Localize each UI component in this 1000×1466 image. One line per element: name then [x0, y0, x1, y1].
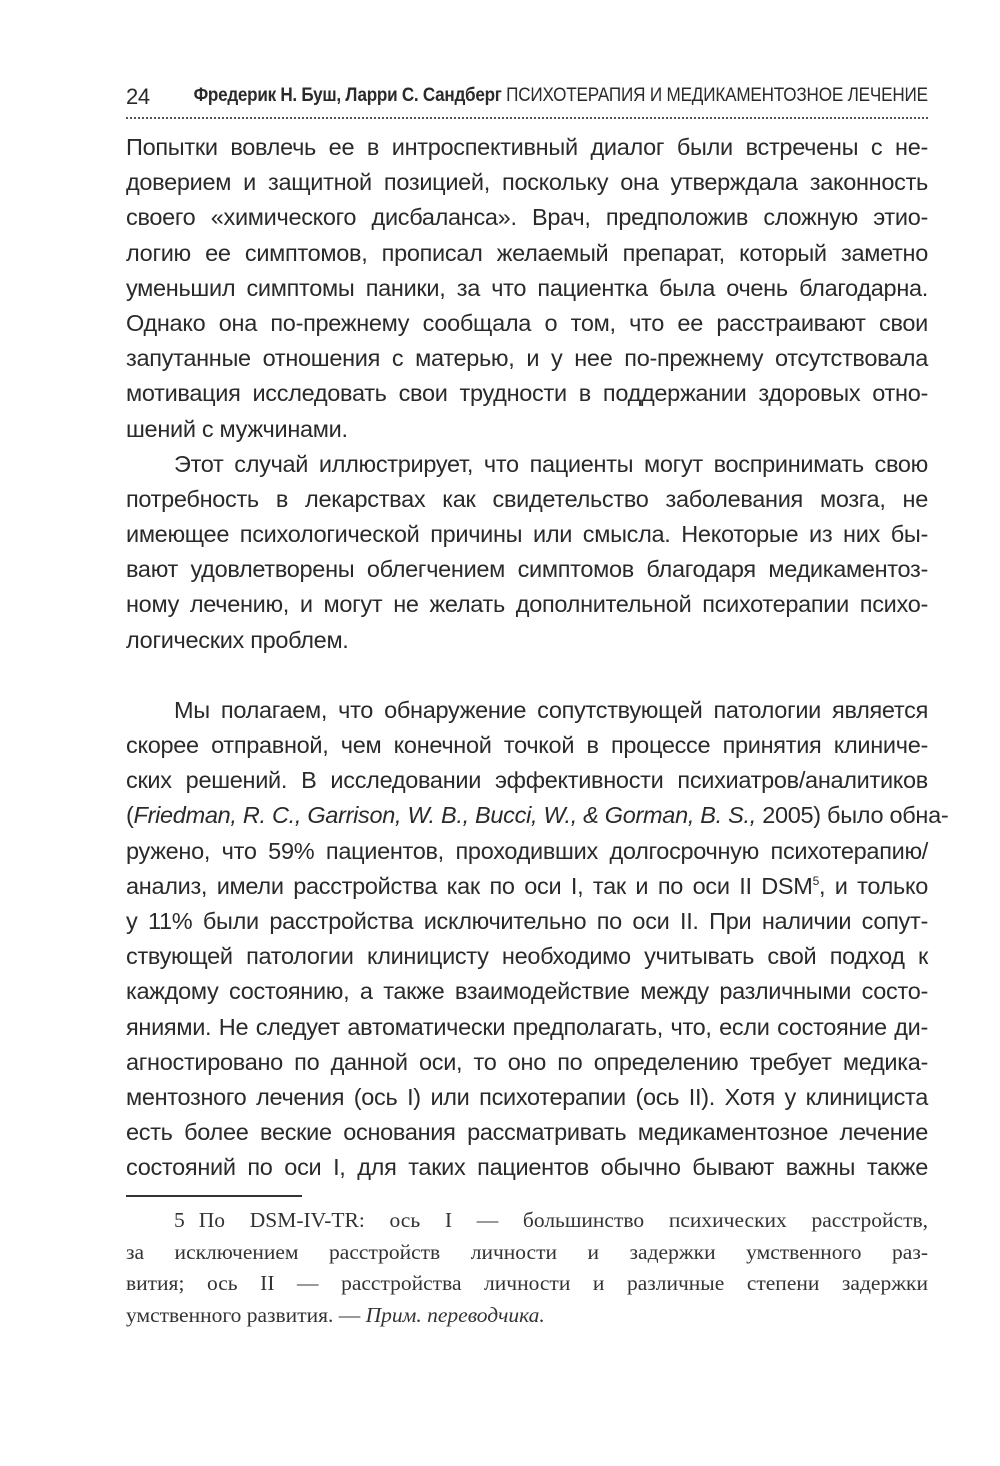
text-line: состояний по оси I, для таких пациентов обычно бывают важны также [126, 1154, 928, 1181]
text-line: уменьшил симптомы паники, за что пациентка была очень благодарна. [126, 274, 928, 301]
footnote-reference[interactable]: 5 [812, 873, 819, 888]
footnote-line [126, 1300, 928, 1332]
text-line: у 11% были расстройства исключительно по оси II. При наличии сопут- [126, 907, 928, 934]
citation-authors: Friedman, R. C., Garrison, W. B., Bucci, W., & Gorman, B. S., [133, 802, 756, 829]
text-fragment: , и только [818, 872, 928, 899]
text-line: ному лечению, и могут не желать дополнительной психотерапии психо- [126, 591, 928, 618]
citation-rest: 2005) было обна- [755, 802, 949, 829]
body-text [126, 130, 949, 1185]
text-line-footnote-ref [126, 869, 928, 904]
text-line: имеющее психологической причины или смысла. Некоторые из них бы- [126, 521, 928, 548]
header-divider [126, 117, 928, 119]
running-head-title [194, 85, 928, 107]
text-line: есть более веские основания рассматривать медикаментозное лечение [126, 1119, 928, 1146]
text-fragment: анализ, имели расстройства как по оси I, так и по оси II DSM [126, 872, 813, 899]
translator-note: Прим. переводчика. [365, 1302, 545, 1327]
footnote-text: По DSM-IV-TR: ось I — большинство психических расстройств, [198, 1208, 928, 1232]
footnote-line: за исключением расстройств личности и задержки умственного раз- [126, 1239, 928, 1264]
text-line: скорее отправной, чем конечной точкой в процессе принятия клиниче- [126, 732, 928, 758]
text-line: Однако она по-прежнему сообщала о том, что ее расстраивают свои [126, 309, 928, 336]
text-line: мотивация исследовать свои трудности в поддержании здоровых отно- [126, 380, 928, 407]
text-line: ских решений. В исследовании эффективности психиатров/аналитиков [126, 767, 928, 794]
text-line: каждому состоянию, а также взаимодействие между различными состо- [126, 978, 928, 1005]
paragraph-2 [126, 447, 928, 658]
text-line: агностировано по данной оси, то оно по определению требует медика- [126, 1048, 928, 1075]
paragraph-1 [126, 130, 928, 447]
paragraph-3 [126, 693, 949, 1186]
text-line: своего «химического дисбаланса». Врач, предположив сложную этио- [126, 204, 928, 231]
book-title: ПСИХОТЕРАПИЯ И МЕДИКАМЕНТОЗНОЕ ЛЕЧЕНИЕ [506, 85, 928, 106]
text-line: ствующей патологии клиницисту необходимо учитывать свой подход к [126, 943, 928, 970]
footnote-divider [126, 1195, 302, 1197]
text-line: яниями. Не следует автоматически предполагать, что, если состояние ди- [126, 1013, 928, 1040]
text-line: шений с мужчинами. [126, 415, 348, 442]
text-line: вают удовлетворены облегчением симптомов благодаря медикаментоз- [126, 556, 928, 583]
text-line: ментозного лечения (ось I) или психотерапии (ось II). Хотя у клинициста [126, 1083, 928, 1110]
text-line: потребность в лекарствах как свидетельство заболевания мозга, не [126, 485, 928, 512]
page-number: 24 [126, 84, 150, 109]
citation-open: ( [126, 802, 134, 829]
text-line: логических проблем. [126, 626, 349, 653]
text-line: запутанные отношения с матерью, и у нее по-прежнему отсутствовала [126, 345, 928, 372]
running-head [126, 84, 928, 114]
footnote [126, 1205, 928, 1331]
section-gap [126, 658, 928, 693]
footnote-line [126, 1205, 928, 1237]
footnote-text: умственного развития. — [126, 1302, 366, 1327]
footnote-number: 5 [174, 1208, 185, 1232]
authors: Фредерик Н. Буш, Ларри С. Сандберг [193, 85, 502, 106]
text-line-citation [126, 798, 949, 833]
text-line: доверием и защитной позицией, поскольку она утверждала законность [126, 169, 928, 196]
text-line: Мы полагаем, что обнаружение сопутствующей патологии является [174, 696, 928, 723]
text-line: Попытки вовлечь ее в интроспективный диалог были встречены с не- [126, 134, 928, 160]
text-line: Этот случай иллюстрирует, что пациенты могут воспринимать свою [174, 450, 928, 477]
text-line: ружено, что 59% пациентов, проходивших долгосрочную психотерапию/ [126, 837, 928, 864]
text-line: логию ее симптомов, прописал желаемый препарат, который заметно [126, 239, 928, 266]
footnote-line: вития; ось II — расстройства личности и различные степени задержки [126, 1271, 928, 1295]
